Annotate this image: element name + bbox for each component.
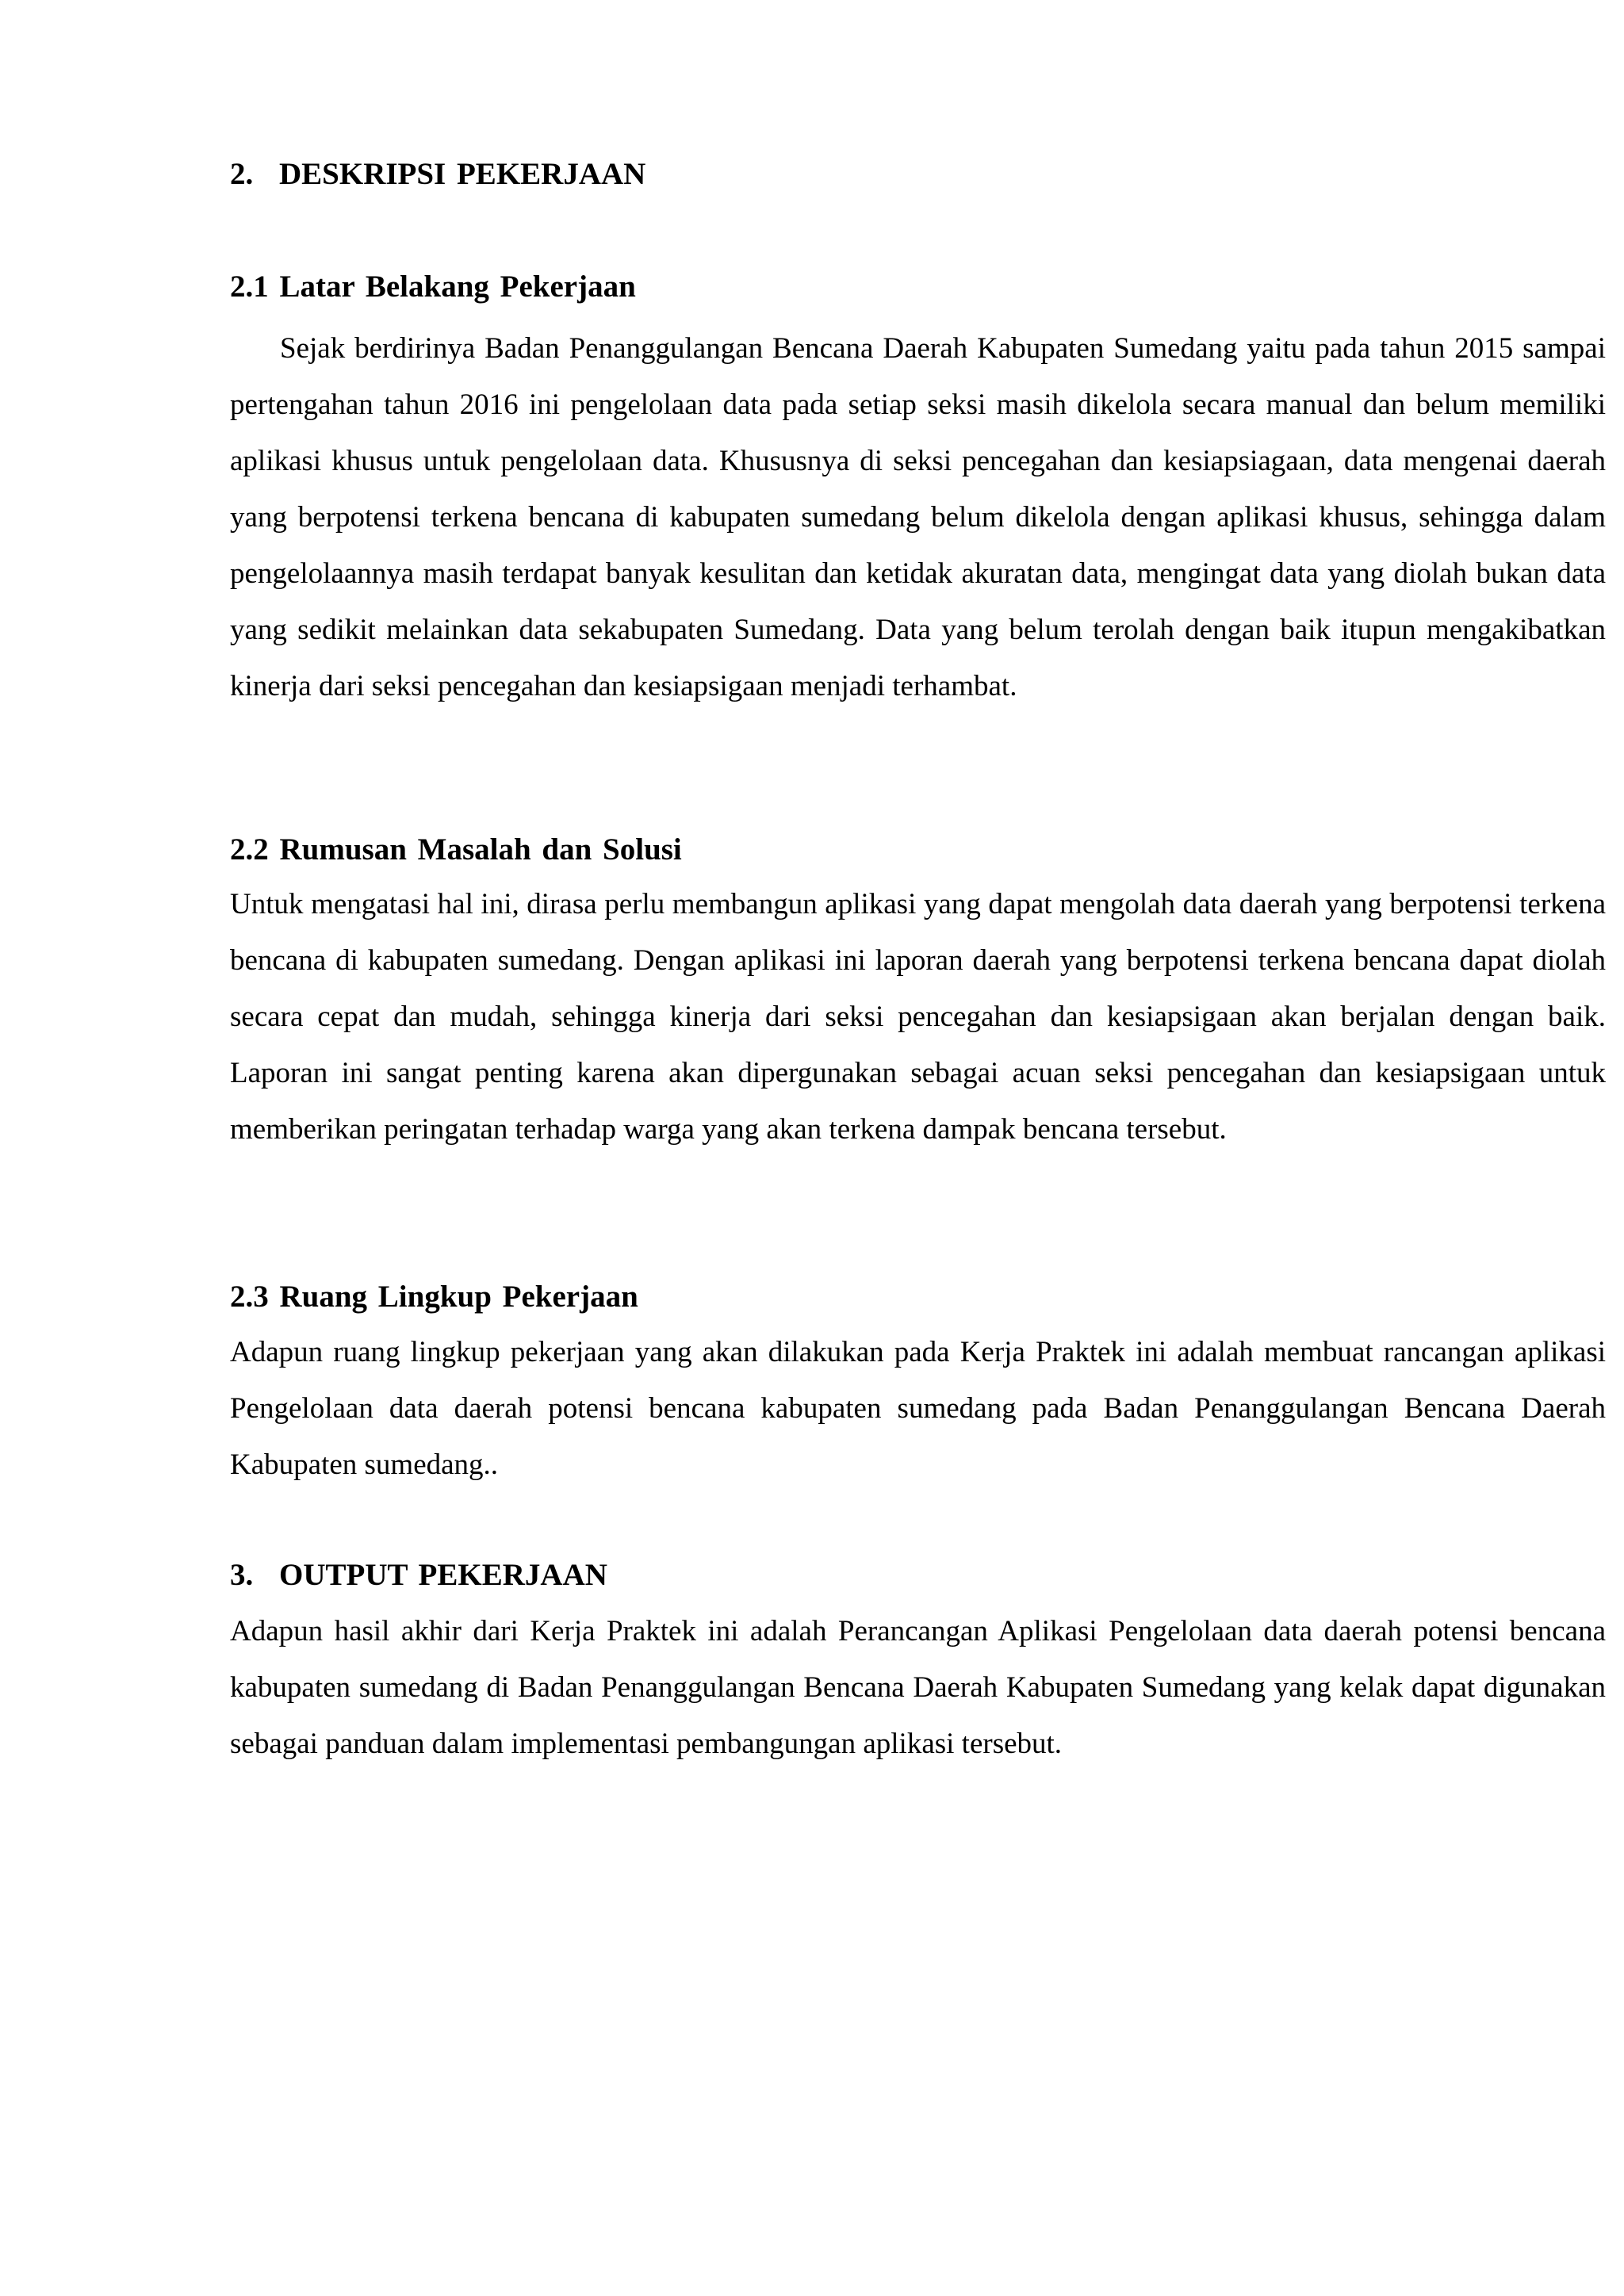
subsection-heading-latar-belakang: 2.1 Latar Belakang Pekerjaan [230,270,636,304]
paragraph-latar-belakang: Sejak berdirinya Badan Penanggulangan Bencana Daerah Kabupaten Sumedang yaitu pada tahun 2015 sampai pertengahan tahun 2016 ini pengelolaan data pada setiap seksi masih dikelola secara manual dan belum memiliki aplikasi khusus untuk pengelolaan data. Khususnya di seksi pencegahan dan kesiapsiagaan, data mengenai daerah yang berpotensi terkena bencana di kabupaten sumedang belum dikelola dengan aplikasi khusus, sehingga dalam pengelolaannya masih terdapat banyak kesulitan dan ketidak akuratan data, mengingat data yang diolah bukan data yang sedikit melainkan data sekabupaten Sumedang. Data yang belum terolah dengan baik itupun mengakibatkan kinerja dari seksi pencegahan dan kesiapsigaan menjadi terhambat. [230,332,1606,702]
section-title: OUTPUT PEKERJAAN [279,1558,607,1592]
paragraph-ruang-lingkup: Adapun ruang lingkup pekerjaan yang akan dilakukan pada Kerja Praktek ini adalah membuat rancangan aplikasi Pengelolaan data daerah potensi bencana kabupaten sumedang pada Badan Penanggulangan Bencana Daerah Kabupaten sumedang.. [230,1336,1606,1481]
section-heading-deskripsi [230,157,645,192]
section-number: 3. [230,1558,254,1592]
paragraph-rumusan-masalah: Untuk mengatasi hal ini, dirasa perlu membangun aplikasi yang dapat mengolah data daerah yang berpotensi terkena bencana di kabupaten sumedang. Dengan aplikasi ini laporan daerah yang berpotensi terkena bencana dapat diolah secara cepat dan mudah, sehingga kinerja dari seksi pencegahan dan kesiapsigaan akan berjalan dengan baik. Laporan ini sangat penting karena akan dipergunakan sebagai acuan seksi pencegahan dan kesiapsigaan untuk memberikan peringatan terhadap warga yang akan terkena dampak bencana tersebut. [230,888,1606,1146]
section-number: 2. [230,157,254,191]
paragraph-output-pekerjaan: Adapun hasil akhir dari Kerja Praktek ini adalah Perancangan Aplikasi Pengelolaan data daerah potensi bencana kabupaten sumedang di Badan Penanggulangan Bencana Daerah Kabupaten Sumedang yang kelak dapat digunakan sebagai panduan dalam implementasi pembangungan aplikasi tersebut. [230,1615,1606,1760]
subsection-heading-rumusan-masalah: 2.2 Rumusan Masalah dan Solusi [230,832,682,867]
subsection-heading-ruang-lingkup: 2.3 Ruang Lingkup Pekerjaan [230,1280,638,1314]
section-heading-output [230,1558,607,1593]
section-title: DESKRIPSI PEKERJAAN [279,157,646,191]
